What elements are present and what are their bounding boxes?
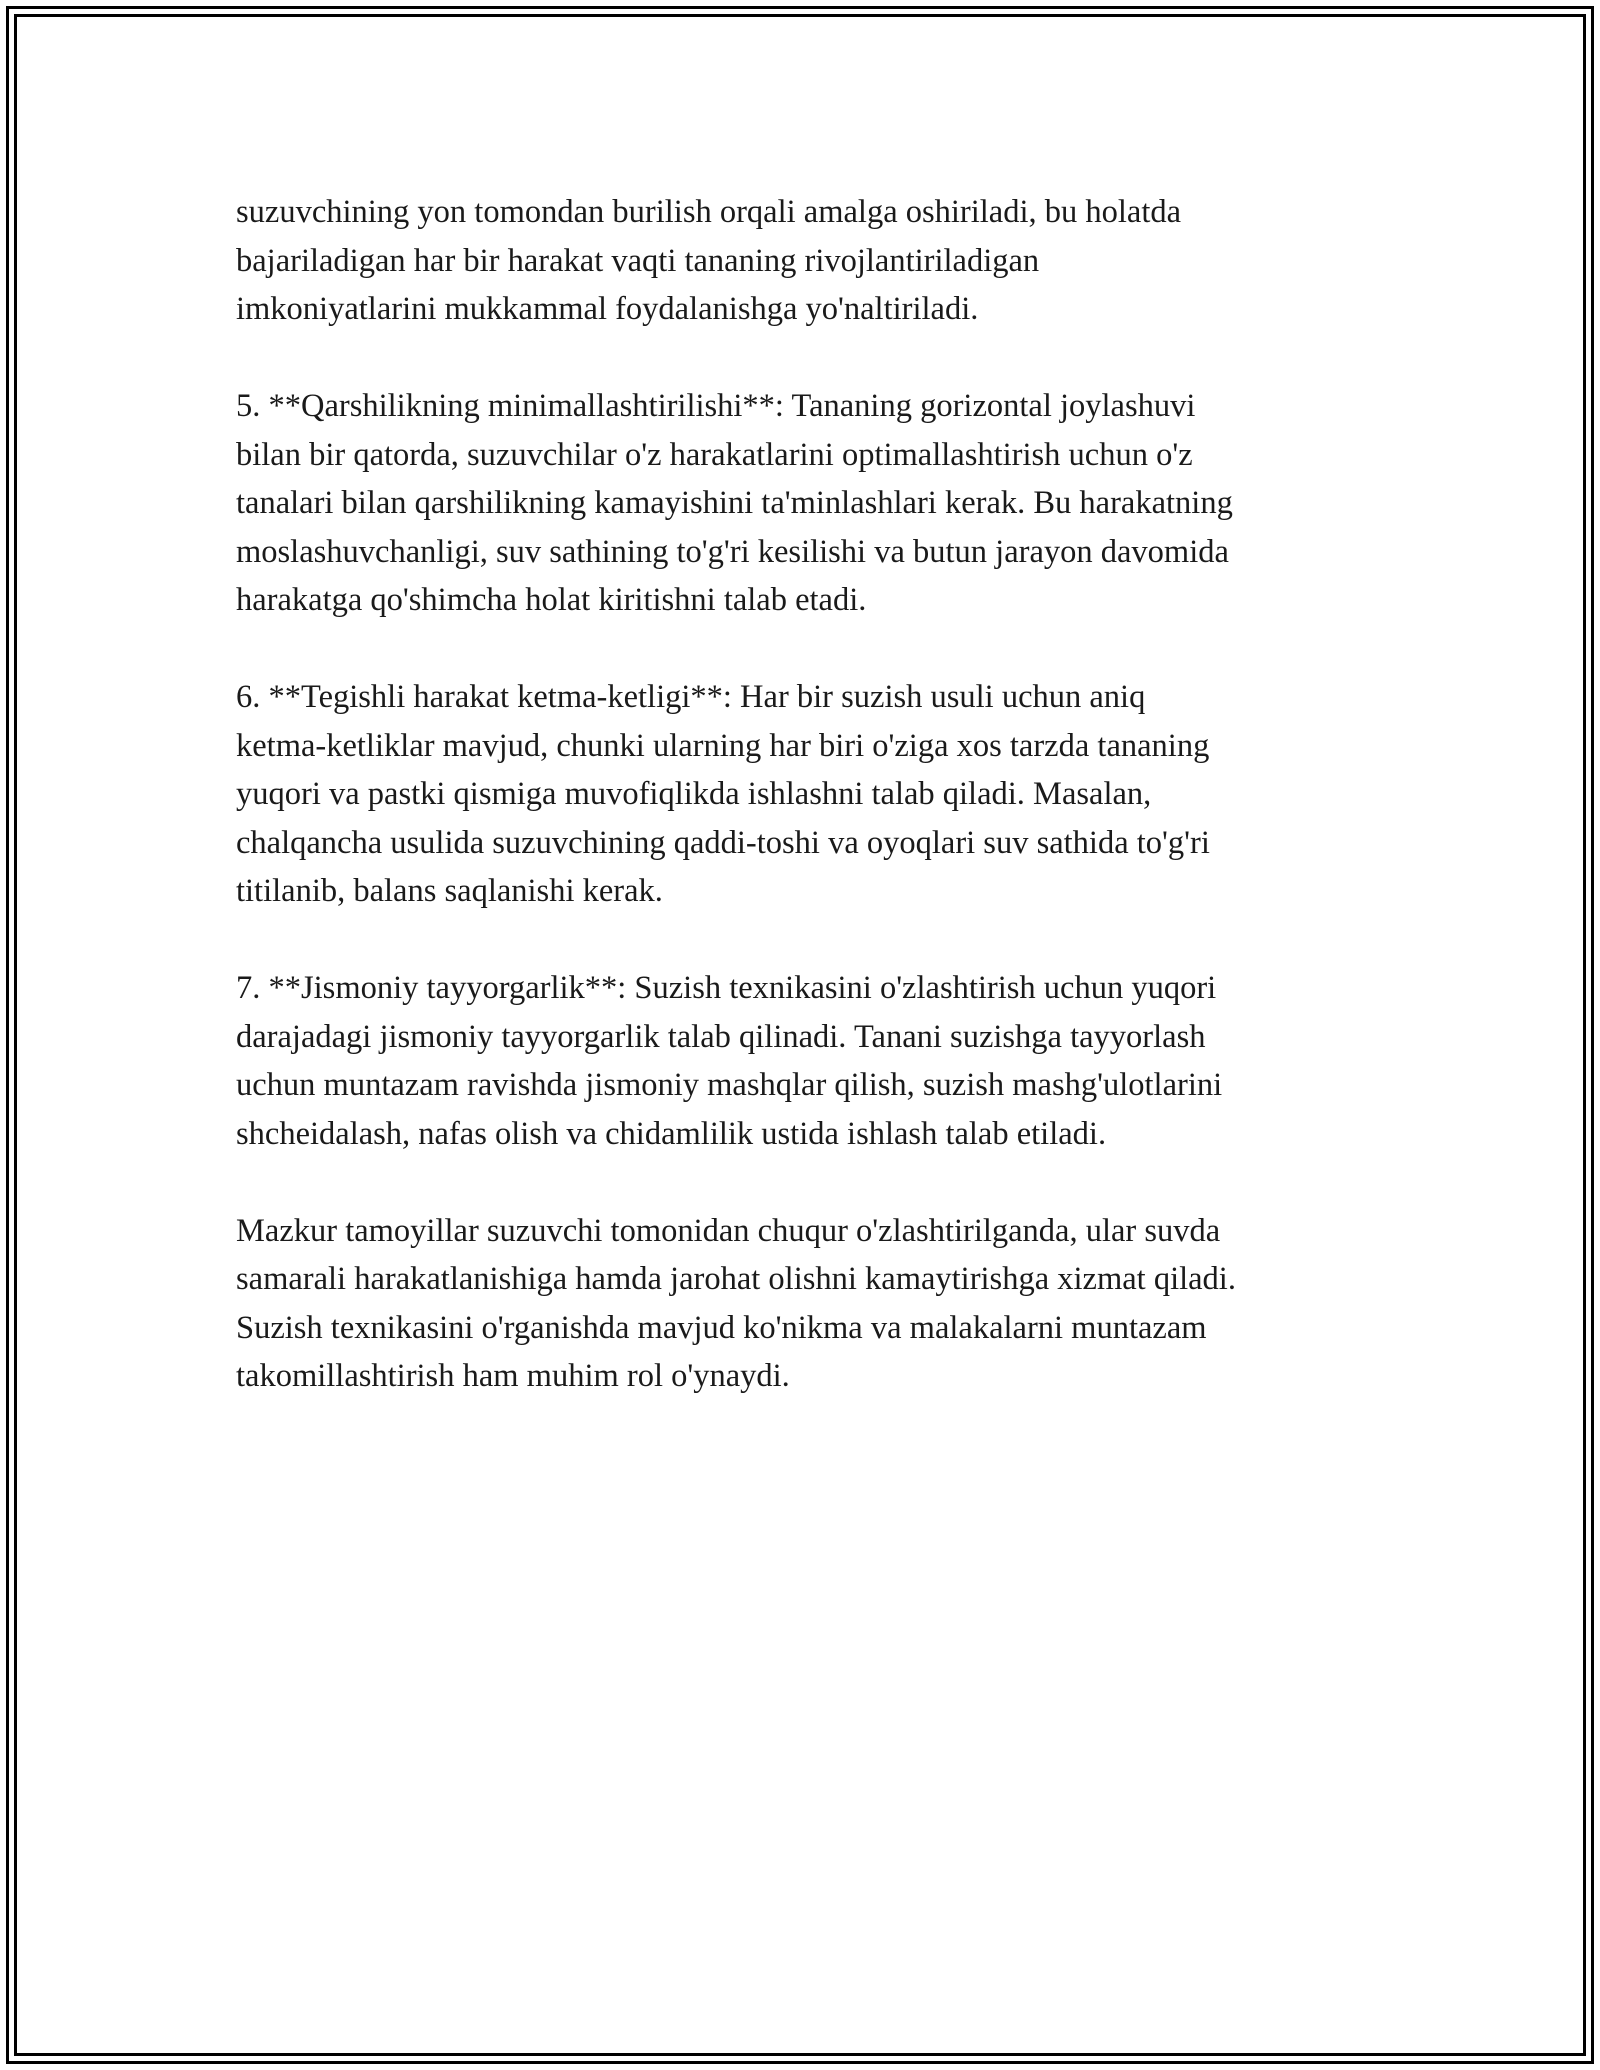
paragraph-item-5: 5. **Qarshilikning minimallashtirilishi**: Tananing gorizontal joylashuvi bilan bir qatorda, suzuvchilar o'z harakatlarini optimallashtirish uchun o'z tanalari bilan qarshilikning kamayishini ta'minlashlari kerak. Bu harakatning moslashuvchanligi, suv sathining to'g'ri kesilishi va butun jarayon davomida harakatga qo'shimcha holat kiritishni talab etadi. bbox=[236, 388, 1233, 618]
paragraph-continuation: suzuvchining yon tomondan burilish orqali amalga oshiriladi, bu holatda bajariladigan har bir harakat vaqti tananing rivojlantiriladigan imkoniyatlarini mukkammal foydalanishga yo'naltiriladi. bbox=[236, 194, 1182, 327]
document-body bbox=[236, 188, 1396, 1449]
paragraph-item-7: 7. **Jismoniy tayyorgarlik**: Suzish texnikasini o'zlashtirish uchun yuqori darajadagi jismoniy tayyorgarlik talab qilinadi. Tanani suzishga tayyorlash uchun muntazam ravishda jismoniy mashqlar qilish, suzish mashg'ulotlarini shcheidalash, nafas olish va chidamlilik ustida ishlash talab etiladi. bbox=[236, 970, 1223, 1152]
paragraph-conclusion: Mazkur tamoyillar suzuvchi tomonidan chuqur o'zlashtirilganda, ular suvda samarali harakatlanishiga hamda jarohat olishni kamaytirishga xizmat qiladi. Suzish texnikasini o'rganishda mavjud ko'nikma va malakalarni muntazam takomillashtirish ham muhim rol o'ynaydi. bbox=[236, 1212, 1236, 1394]
paragraph-item-6: 6. **Tegishli harakat ketma-ketligi**: Har bir suzish usuli uchun aniq ketma-ketliklar mavjud, chunki ularning har biri o'ziga xos tarzda tananing yuqori va pastki qismiga muvofiqlikda ishlashni talab qiladi. Masalan, chalqancha usulida suzuvchining qaddi-toshi va oyoqlari suv sathida to'g'ri titilanib, balans saqlanishi kerak. bbox=[236, 679, 1210, 909]
